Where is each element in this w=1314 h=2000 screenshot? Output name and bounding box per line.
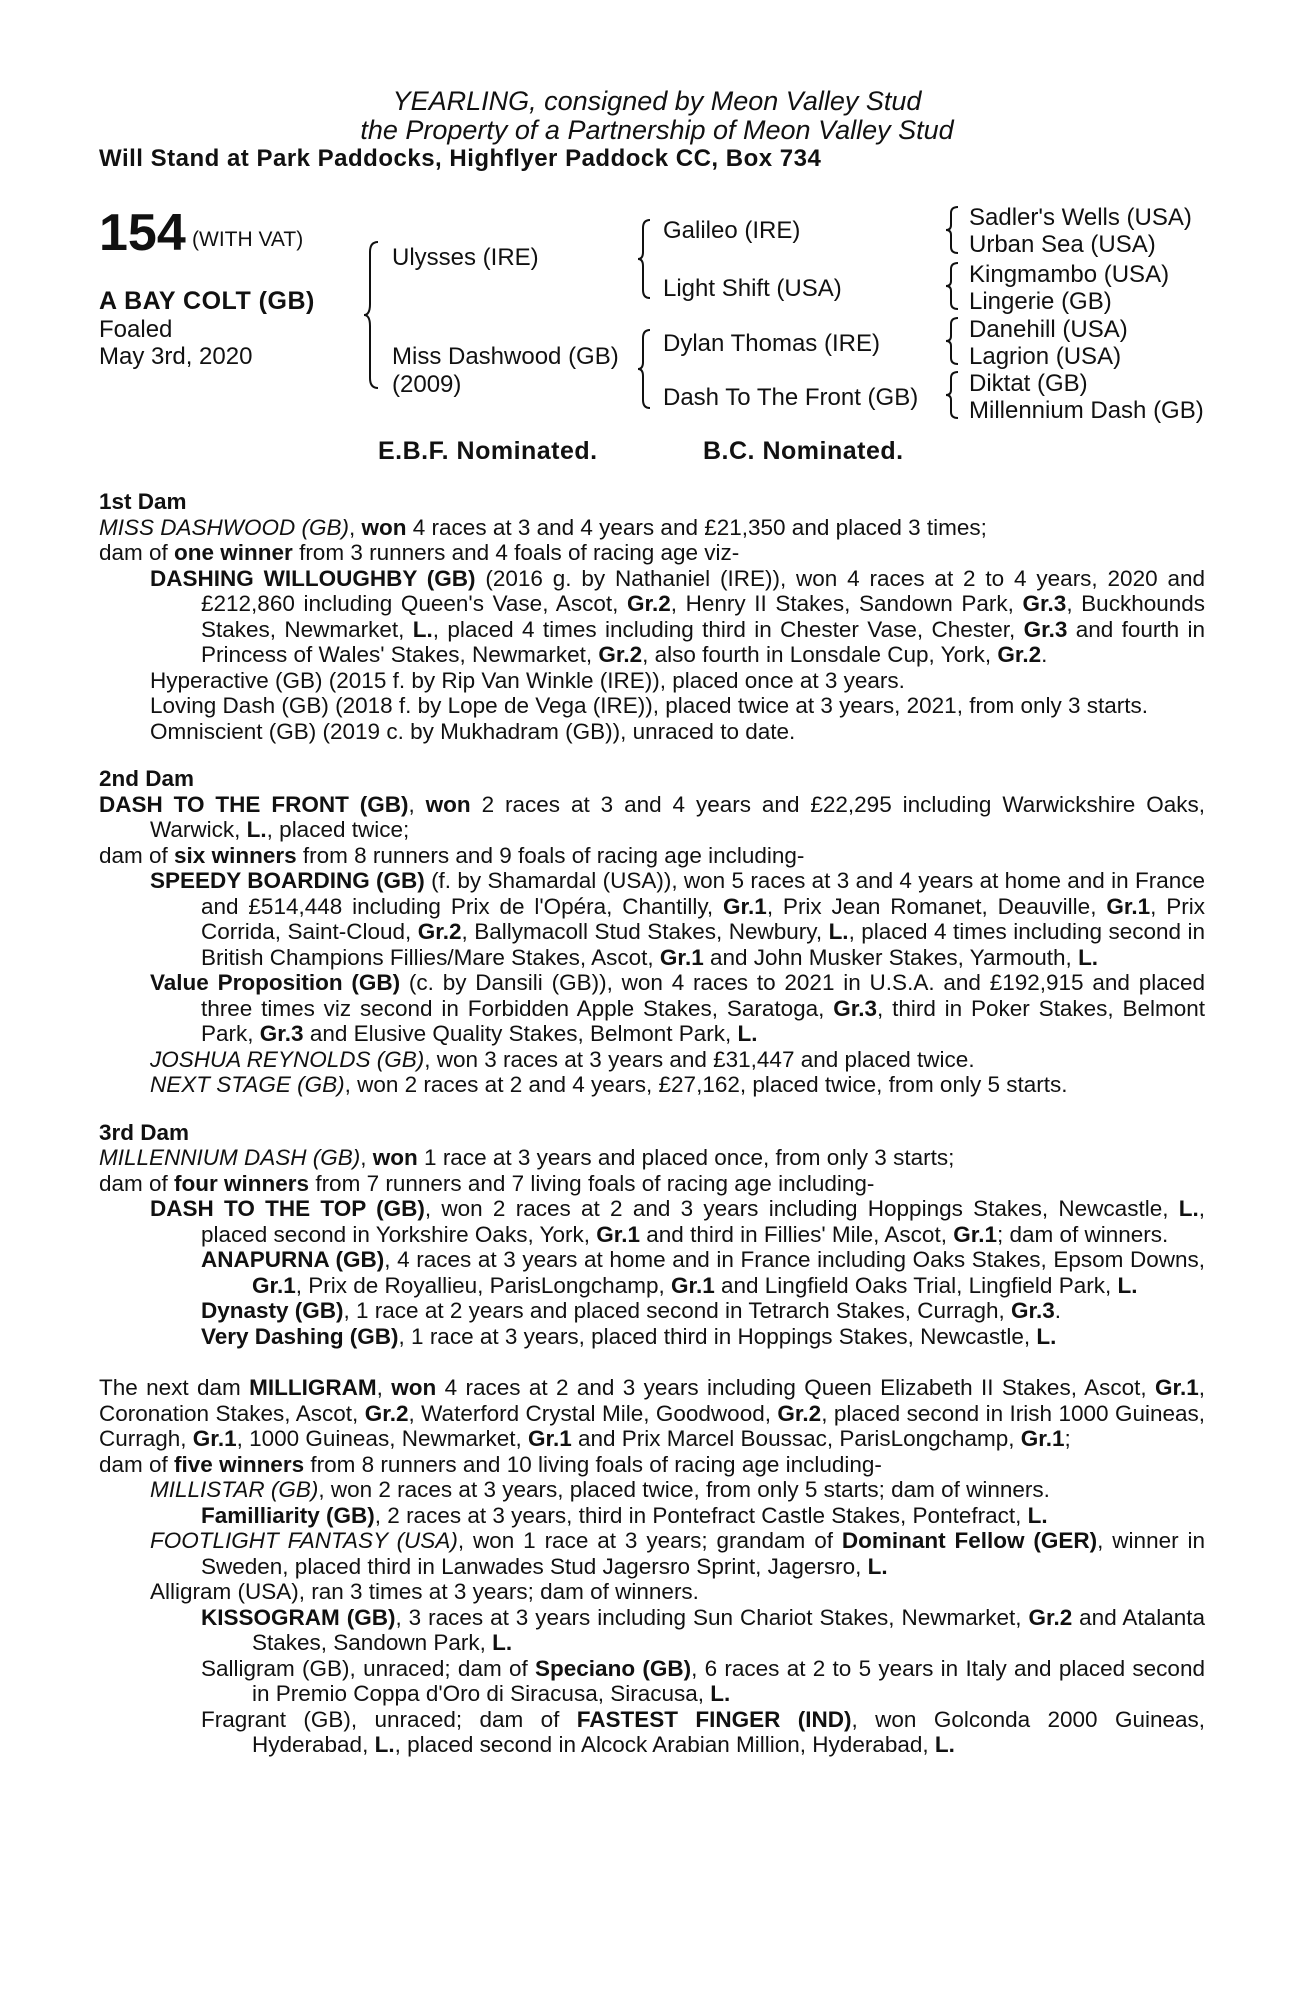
- granddam-2: Lingerie (GB): [969, 288, 1112, 315]
- pedigree-bracket-g1: [944, 205, 962, 255]
- produce-kissogram: KISSOGRAM (GB), 3 races at 3 years including Sun Chariot Stakes, Newmarket, Gr.2 and Atalanta Stakes, Sandown Park, L.: [201, 1604, 1205, 1655]
- foaled-label: Foaled: [99, 316, 173, 343]
- second-dam-record: DASH TO THE FRONT (GB), won 2 races at 3 and 4 years and £22,295 including Warwickshire Oaks, Warwick, L., placed twice;: [99, 791, 1205, 842]
- pedigree-bracket-g4: [944, 370, 962, 420]
- dam-sire: Dylan Thomas (IRE): [663, 330, 880, 357]
- next-dam-record: The next dam MILLIGRAM, won 4 races at 2 and 3 years including Queen Elizabeth II Stakes, Ascot, Gr.1, Coronation Stakes, Ascot, Gr.2, Waterford Crystal Mile, Goodwood, Gr.2, placed second in Irish 1000 Guineas, Curragh, Gr.1, 1000 Guineas, Newmarket, Gr.1 and Prix Marcel Boussac, ParisLongchamp, Gr.1;: [99, 1375, 1205, 1451]
- third-dam-heading: 3rd Dam: [99, 1119, 190, 1145]
- produce-fragrant: Fragrant (GB), unraced; dam of FASTEST FINGER (IND), won Golconda 2000 Guineas, Hyderabad, L., placed second in Alcock Arabian Million, Hyderabad, L.: [201, 1706, 1205, 1757]
- grandsire-3: Danehill (USA): [969, 316, 1128, 343]
- first-dam-record: MISS DASHWOOD (GB), won 4 races at 3 and 4 years and £21,350 and placed 3 times;: [99, 514, 987, 540]
- property-line: the Property of a Partnership of Meon Valley Stud: [360, 115, 954, 145]
- next-dam-produce: dam of five winners from 8 runners and 10 living foals of racing age including-: [99, 1451, 882, 1477]
- sire: Ulysses (IRE): [392, 244, 539, 271]
- pedigree-notes: [99, 489, 1205, 1758]
- pedigree-bracket-sire: [636, 218, 654, 300]
- pedigree-bracket-main: [362, 240, 382, 390]
- produce-very-dashing: Very Dashing (GB), 1 race at 3 years, placed third in Hoppings Stakes, Newcastle, L.: [201, 1323, 1057, 1349]
- produce-joshua-reynolds: JOSHUA REYNOLDS (GB), won 3 races at 3 years and £31,447 and placed twice.: [150, 1046, 975, 1072]
- produce-dynasty: Dynasty (GB), 1 race at 2 years and placed second in Tetrarch Stakes, Curragh, Gr.3.: [201, 1298, 1062, 1323]
- foaled-date: May 3rd, 2020: [99, 343, 253, 370]
- lot-number: 154: [99, 204, 186, 262]
- grandsire-4: Diktat (GB): [969, 370, 1088, 397]
- lot-title: A BAY COLT (GB): [99, 287, 315, 315]
- produce-loving-dash: Loving Dash (GB) (2018 f. by Lope de Vega (IRE)), placed twice at 3 years, 2021, from only 3 starts.: [150, 693, 1148, 718]
- produce-millistar: MILLISTAR (GB), won 2 races at 3 years, placed twice, from only 5 starts; dam of winners.: [150, 1477, 1050, 1502]
- first-dam-heading: 1st Dam: [99, 489, 187, 514]
- sire-sire: Galileo (IRE): [663, 217, 801, 244]
- produce-value-proposition: Value Proposition (GB) (c. by Dansili (GB)), won 4 races to 2021 in U.S.A. and £192,915 and placed three times viz second in Forbidden Apple Stakes, Saratoga, Gr.3, third in Poker Stakes, Belmont Park, Gr.3 and Elusive Quality Stakes, Belmont Park, L.: [150, 970, 1205, 1046]
- granddam-1: Urban Sea (USA): [969, 231, 1156, 258]
- consignor-line: YEARLING, consigned by Meon Valley Stud: [392, 86, 922, 116]
- pedigree-bracket-g3: [944, 316, 962, 366]
- third-dam-record: MILLENNIUM DASH (GB), won 1 race at 3 years and placed once, from only 3 starts;: [99, 1145, 955, 1170]
- produce-dashing-willoughby: DASHING WILLOUGHBY (GB) (2016 g. by Nathaniel (IRE)), won 4 races at 2 to 4 years, 2020 and £212,860 including Queen's Vase, Ascot, Gr.2, Henry II Stakes, Sandown Park, Gr.3, Buckhounds Stakes, Newmarket, L., placed 4 times including third in Chester Vase, Chester, Gr.3 and fourth in Princess of Wales' Stakes, Newmarket, Gr.2, also fourth in Lonsdale Cup, York, Gr.2.: [150, 565, 1206, 667]
- third-dam-produce: dam of four winners from 7 runners and 7 living foals of racing age including-: [99, 1170, 875, 1196]
- second-dam-heading: 2nd Dam: [99, 766, 195, 791]
- ebf-nomination: E.B.F. Nominated.: [378, 437, 598, 465]
- produce-hyperactive: Hyperactive (GB) (2015 f. by Rip Van Winkle (IRE)), placed once at 3 years.: [150, 667, 905, 693]
- dam-year: (2009): [392, 371, 462, 398]
- pedigree-bracket-dam: [636, 328, 654, 410]
- produce-footlight-fantasy: FOOTLIGHT FANTASY (USA), won 1 race at 3 years; grandam of Dominant Fellow (GER), winner in Sweden, placed third in Lanwades Stud Jagersro Sprint, Jagersro, L.: [150, 1528, 1206, 1579]
- produce-alligram: Alligram (USA), ran 3 times at 3 years; dam of winners.: [150, 1579, 699, 1604]
- grandsire-2: Kingmambo (USA): [969, 261, 1170, 288]
- produce-salligram: Salligram (GB), unraced; dam of Speciano (GB), 6 races at 2 to 5 years in Italy and placed second in Premio Coppa d'Oro di Siracusa, Siracusa, L.: [201, 1655, 1205, 1706]
- location-line: Will Stand at Park Paddocks, Highflyer Paddock CC, Box 734: [99, 145, 822, 172]
- produce-omniscient: Omniscient (GB) (2019 c. by Mukhadram (GB)), unraced to date.: [150, 718, 796, 744]
- vat-note: (WITH VAT): [192, 228, 304, 251]
- dam: Miss Dashwood (GB): [392, 343, 619, 370]
- bc-nomination: B.C. Nominated.: [703, 437, 904, 465]
- granddam-4: Millennium Dash (GB): [969, 397, 1204, 424]
- granddam-3: Lagrion (USA): [969, 343, 1122, 370]
- produce-familliarity: Familliarity (GB), 2 races at 3 years, third in Pontefract Castle Stakes, Pontefract, L.: [201, 1502, 1048, 1528]
- dam-dam: Dash To The Front (GB): [663, 384, 919, 411]
- grandsire-1: Sadler's Wells (USA): [969, 204, 1192, 231]
- first-dam-produce: dam of one winner from 3 runners and 4 foals of racing age viz-: [99, 540, 740, 565]
- pedigree-bracket-g2: [944, 261, 962, 311]
- produce-anapurna: ANAPURNA (GB), 4 races at 3 years at home and in France including Oaks Stakes, Epsom Downs, Gr.1, Prix de Royallieu, ParisLongchamp, Gr.1 and Lingfield Oaks Trial, Lingfield Park, L.: [201, 1247, 1205, 1298]
- produce-speedy-boarding: SPEEDY BOARDING (GB) (f. by Shamardal (USA)), won 5 races at 3 and 4 years at home and in France and £514,448 including Prix de l'Opéra, Chantilly, Gr.1, Prix Jean Romanet, Deauville, Gr.1, Prix Corrida, Saint-Cloud, Gr.2, Ballymacoll Stud Stakes, Newbury, L., placed 4 times including second in British Champions Fillies/Mare Stakes, Ascot, Gr.1 and John Musker Stakes, Yarmouth, L.: [150, 868, 1206, 970]
- produce-dash-to-the-top: DASH TO THE TOP (GB), won 2 races at 2 and 3 years including Hoppings Stakes, Newcastle, L., placed second in Yorkshire Oaks, York, Gr.1 and third in Fillies' Mile, Ascot, Gr.1; dam of winners.: [150, 1196, 1205, 1247]
- sire-dam: Light Shift (USA): [663, 275, 842, 302]
- second-dam-produce: dam of six winners from 8 runners and 9 foals of racing age including-: [99, 842, 805, 868]
- produce-next-stage: NEXT STAGE (GB), won 2 races at 2 and 4 years, £27,162, placed twice, from only 5 starts.: [150, 1072, 1068, 1097]
